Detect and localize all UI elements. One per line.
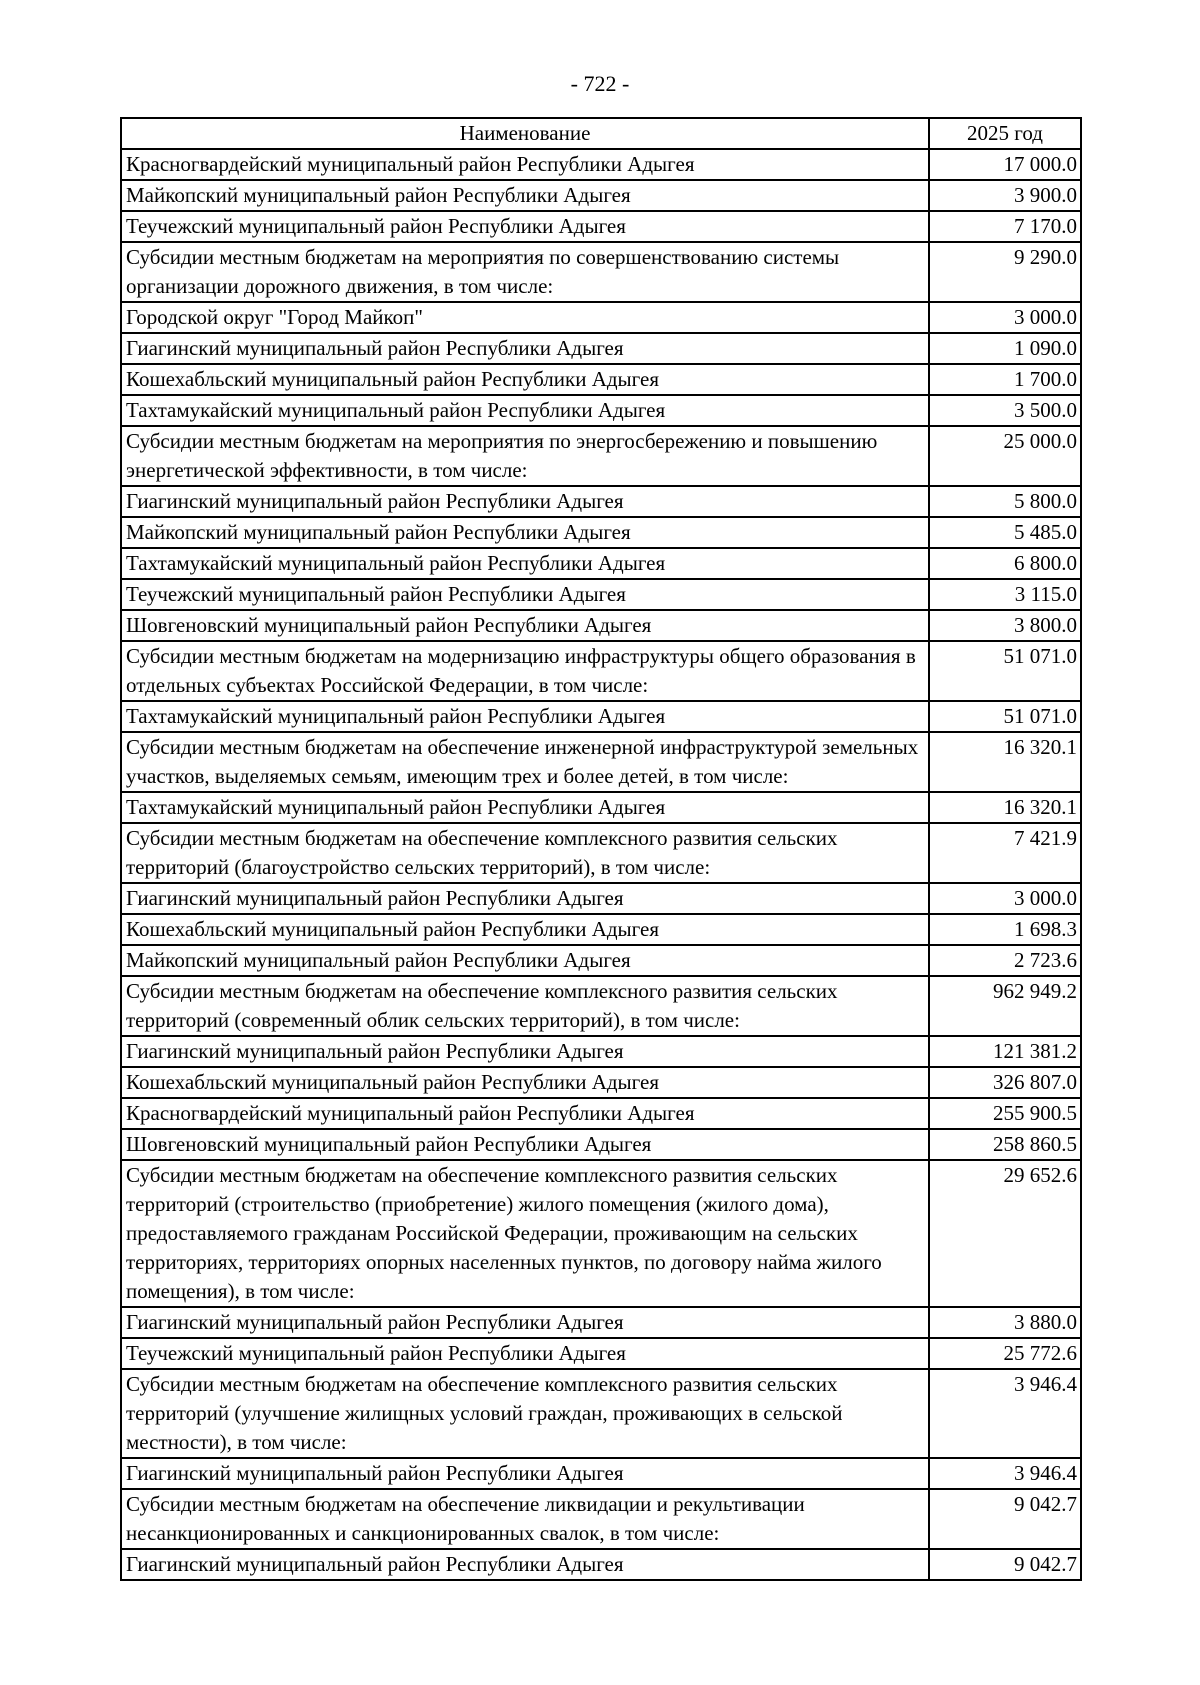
table-row	[121, 945, 1081, 976]
table-row	[121, 732, 1081, 792]
row-name-cell: Гиагинский муниципальный район Республики Адыгея	[121, 883, 929, 914]
row-name-cell: Тахтамукайский муниципальный район Республики Адыгея	[121, 548, 929, 579]
row-name-cell: Гиагинский муниципальный район Республики Адыгея	[121, 1036, 929, 1067]
row-value-cell: 17 000.0	[929, 149, 1081, 180]
row-value-cell: 29 652.6	[929, 1160, 1081, 1307]
table-row	[121, 1369, 1081, 1458]
column-header-year: 2025 год	[929, 118, 1081, 149]
row-value-cell: 51 071.0	[929, 701, 1081, 732]
row-name-cell: Гиагинский муниципальный район Республики Адыгея	[121, 486, 929, 517]
row-name-cell: Субсидии местным бюджетам на обеспечение ликвидации и рекультивации несанкционированных и санкционированных свалок, в том числе:	[121, 1489, 929, 1549]
row-value-cell: 3 000.0	[929, 302, 1081, 333]
row-name-cell: Гиагинский муниципальный район Республики Адыгея	[121, 1458, 929, 1489]
table-row	[121, 333, 1081, 364]
table-row	[121, 976, 1081, 1036]
table-row	[121, 242, 1081, 302]
row-value-cell: 962 949.2	[929, 976, 1081, 1036]
row-name-cell: Красногвардейский муниципальный район Республики Адыгея	[121, 1098, 929, 1129]
row-value-cell: 25 772.6	[929, 1338, 1081, 1369]
row-value-cell: 1 700.0	[929, 364, 1081, 395]
table-row	[121, 1160, 1081, 1307]
row-value-cell: 9 042.7	[929, 1549, 1081, 1580]
row-name-cell: Гиагинский муниципальный район Республики Адыгея	[121, 1307, 929, 1338]
row-value-cell: 3 800.0	[929, 610, 1081, 641]
row-name-cell: Субсидии местным бюджетам на обеспечение комплексного развития сельских территорий (улучшение жилищных условий граждан, проживающих в сельской местности), в том числе:	[121, 1369, 929, 1458]
table-row	[121, 180, 1081, 211]
row-name-cell: Кошехабльский муниципальный район Республики Адыгея	[121, 364, 929, 395]
row-value-cell: 5 485.0	[929, 517, 1081, 548]
page-number: - 722 -	[570, 71, 630, 96]
row-value-cell: 6 800.0	[929, 548, 1081, 579]
table-body	[121, 149, 1081, 1580]
row-value-cell: 3 115.0	[929, 579, 1081, 610]
row-value-cell: 16 320.1	[929, 732, 1081, 792]
row-name-cell: Теучежский муниципальный район Республики Адыгея	[121, 579, 929, 610]
table-row	[121, 426, 1081, 486]
table-row	[121, 548, 1081, 579]
table-row	[121, 1489, 1081, 1549]
row-name-cell: Тахтамукайский муниципальный район Республики Адыгея	[121, 395, 929, 426]
table-row	[121, 579, 1081, 610]
table-row	[121, 1036, 1081, 1067]
row-name-cell: Теучежский муниципальный район Республики Адыгея	[121, 1338, 929, 1369]
table-row	[121, 395, 1081, 426]
row-name-cell: Шовгеновский муниципальный район Республики Адыгея	[121, 610, 929, 641]
row-name-cell: Майкопский муниципальный район Республики Адыгея	[121, 180, 929, 211]
table-row	[121, 302, 1081, 333]
row-name-cell: Субсидии местным бюджетам на мероприятия по энергосбережению и повышению энергетической эффективности, в том числе:	[121, 426, 929, 486]
row-name-cell: Тахтамукайский муниципальный район Республики Адыгея	[121, 792, 929, 823]
row-value-cell: 3 946.4	[929, 1458, 1081, 1489]
row-value-cell: 16 320.1	[929, 792, 1081, 823]
table-row	[121, 1067, 1081, 1098]
table-row	[121, 641, 1081, 701]
row-name-cell: Субсидии местным бюджетам на обеспечение комплексного развития сельских территорий (современный облик сельских территорий), в том числе:	[121, 976, 929, 1036]
row-name-cell: Гиагинский муниципальный район Республики Адыгея	[121, 1549, 929, 1580]
row-value-cell: 121 381.2	[929, 1036, 1081, 1067]
row-name-cell: Субсидии местным бюджетам на обеспечение комплексного развития сельских территорий (благоустройство сельских территорий), в том числе:	[121, 823, 929, 883]
table-row	[121, 517, 1081, 548]
row-value-cell: 3 880.0	[929, 1307, 1081, 1338]
row-value-cell: 3 900.0	[929, 180, 1081, 211]
table-row	[121, 701, 1081, 732]
row-name-cell: Субсидии местным бюджетам на обеспечение инженерной инфраструктурой земельных участков, выделяемых семьям, имеющим трех и более детей, в том числе:	[121, 732, 929, 792]
table-row	[121, 914, 1081, 945]
table-row	[121, 1549, 1081, 1580]
budget-table-container	[120, 117, 1080, 1581]
row-value-cell: 9 290.0	[929, 242, 1081, 302]
table-row	[121, 149, 1081, 180]
row-value-cell: 9 042.7	[929, 1489, 1081, 1549]
row-name-cell: Субсидии местным бюджетам на мероприятия по совершенствованию системы организации дорожного движения, в том числе:	[121, 242, 929, 302]
table-row	[121, 792, 1081, 823]
row-name-cell: Кошехабльский муниципальный район Республики Адыгея	[121, 1067, 929, 1098]
table-row	[121, 486, 1081, 517]
row-name-cell: Городской округ "Город Майкоп"	[121, 302, 929, 333]
table-row	[121, 1338, 1081, 1369]
row-value-cell: 25 000.0	[929, 426, 1081, 486]
table-row	[121, 1098, 1081, 1129]
row-name-cell: Тахтамукайский муниципальный район Республики Адыгея	[121, 701, 929, 732]
row-value-cell: 326 807.0	[929, 1067, 1081, 1098]
row-value-cell: 3 000.0	[929, 883, 1081, 914]
row-value-cell: 3 500.0	[929, 395, 1081, 426]
row-value-cell: 51 071.0	[929, 641, 1081, 701]
row-value-cell: 7 421.9	[929, 823, 1081, 883]
table-header-row	[121, 118, 1081, 149]
row-name-cell: Гиагинский муниципальный район Республики Адыгея	[121, 333, 929, 364]
table-row	[121, 211, 1081, 242]
row-name-cell: Майкопский муниципальный район Республики Адыгея	[121, 517, 929, 548]
row-value-cell: 258 860.5	[929, 1129, 1081, 1160]
table-row	[121, 823, 1081, 883]
row-value-cell: 255 900.5	[929, 1098, 1081, 1129]
budget-table	[120, 117, 1082, 1581]
row-value-cell: 1 698.3	[929, 914, 1081, 945]
table-row	[121, 610, 1081, 641]
row-name-cell: Субсидии местным бюджетам на модернизацию инфраструктуры общего образования в отдельных субъектах Российской Федерации, в том числе:	[121, 641, 929, 701]
row-name-cell: Шовгеновский муниципальный район Республики Адыгея	[121, 1129, 929, 1160]
row-name-cell: Майкопский муниципальный район Республики Адыгея	[121, 945, 929, 976]
row-value-cell: 3 946.4	[929, 1369, 1081, 1458]
row-name-cell: Кошехабльский муниципальный район Республики Адыгея	[121, 914, 929, 945]
table-row	[121, 1458, 1081, 1489]
row-name-cell: Субсидии местным бюджетам на обеспечение комплексного развития сельских территорий (строительство (приобретение) жилого помещения (жилого дома), предоставляемого гражданам Российской Федерации, проживающим на сельских территориях, территориях опорных населенных пунктов, по договору найма жилого помещения), в том числе:	[121, 1160, 929, 1307]
row-value-cell: 5 800.0	[929, 486, 1081, 517]
row-value-cell: 2 723.6	[929, 945, 1081, 976]
row-name-cell: Теучежский муниципальный район Республики Адыгея	[121, 211, 929, 242]
table-row	[121, 883, 1081, 914]
row-value-cell: 7 170.0	[929, 211, 1081, 242]
row-name-cell: Красногвардейский муниципальный район Республики Адыгея	[121, 149, 929, 180]
table-row	[121, 1307, 1081, 1338]
column-header-name: Наименование	[121, 118, 929, 149]
table-row	[121, 1129, 1081, 1160]
row-value-cell: 1 090.0	[929, 333, 1081, 364]
table-row	[121, 364, 1081, 395]
